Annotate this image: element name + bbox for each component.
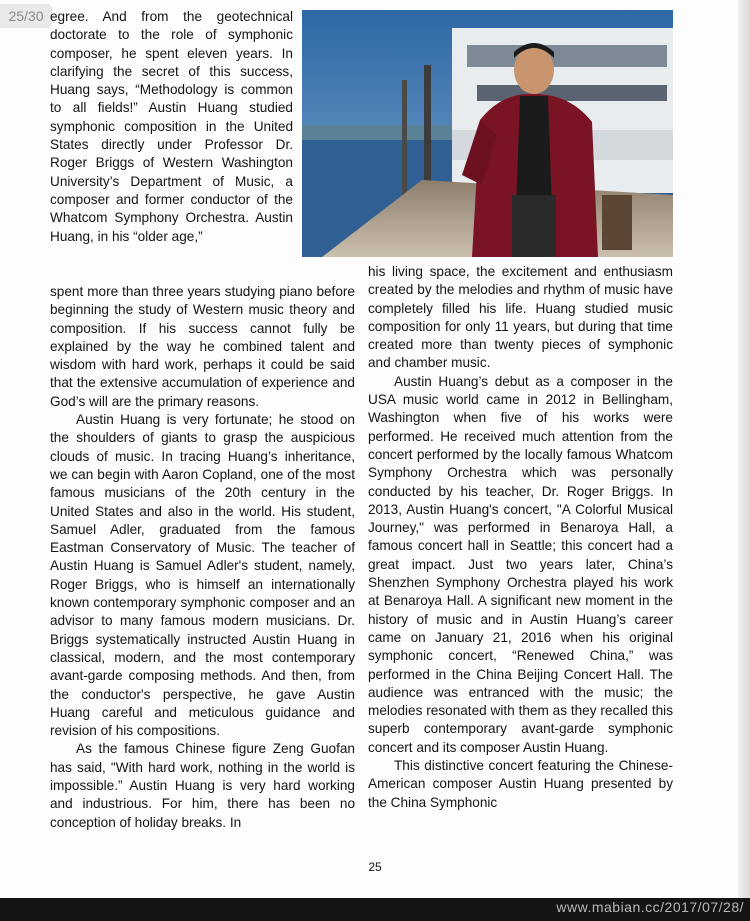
right-column: [368, 263, 673, 812]
paragraph: spent more than three years studying piano before beginning the study of Western music theory and composition. If his success cannot fully be explained by the way he combined talent and wisdom with hard work, perhaps it could be said that the extensive accumulation of experience and God’s will are the primary reasons.: [50, 284, 355, 409]
left-column-top: [50, 8, 293, 246]
paragraph: This distinctive concert featuring the Chinese-American composer Austin Huang presented by the China Symphonic: [368, 758, 673, 810]
page-number: 25: [368, 860, 382, 874]
portrait-photo: [302, 10, 673, 257]
page-edge: [738, 0, 750, 898]
paragraph: As the famous Chinese figure Zeng Guofan has said, "With hard work, nothing in the world is impossible.” Austin Huang is very hard working and industrious. For him, there has been no conception of holiday breaks. In: [50, 741, 355, 830]
paragraph: egree. And from the geotechnical doctorate to the role of symphonic composer, he spent eleven years. In clarifying the secret of this success, Huang says, “Methodology is common to all fields!” Austin Huang studied symphonic composition in the United States directly under Professor Dr. Roger Briggs of Western Washington University’s Department of Music, a composer and former conductor of the Whatcom Symphony Orchestra. Austin Huang, in his “older age,”: [50, 9, 293, 244]
watermark-url: www.mabian.cc/2017/07/28/: [556, 899, 744, 915]
photo-illustration-icon: [302, 10, 673, 257]
page-indicator-badge: 25/30: [0, 4, 52, 28]
paragraph: Austin Huang is very fortunate; he stood on the shoulders of giants to grasp the auspicious clouds of music. In tracing Huang’s inheritance, we can begin with Aaron Copland, one of the most famous musicians of the 20th century in the United States and also in the world. His student, Samuel Adler, graduated from the famous Eastman Conservatory of Music. The teacher of Austin Huang is Samuel Adler's student, namely, Roger Briggs, who is himself an internationally known contemporary symphonic composer and an advisor to many famous modern musicians. Dr. Briggs systematically instructed Austin Huang in classical, modern, and the most contemporary avant-garde composing methods. And then, from the conductor's perspective, he gave Austin Huang careful and meticulous guidance and revision of his compositions.: [50, 412, 355, 739]
left-column: [50, 283, 355, 832]
paragraph: his living space, the excitement and enthusiasm created by the melodies and rhythm of music have completely filled his life. Huang studied music composition for only 11 years, but during that time created more than twenty pieces of symphonic and chamber music.: [368, 264, 673, 371]
paragraph: Austin Huang’s debut as a composer in the USA music world came in 2012 in Bellingham, Washington when five of his works were performed. He received much attention from the concert performed by the locally famous Whatcom Symphony Orchestra which was personally conducted by his teacher, Dr. Roger Briggs. In 2013, Austin Huang's concert, "A Colorful Musical Journey," was performed in Benaroya Hall, a famous concert hall in Seattle; this concert had a great impact. Just two years later, China’s Shenzhen Symphony Orchestra played his work at Benaroya Hall. A significant new moment in the history of music and in Austin Huang’s career came on January 21, 2016 when his original symphonic concert, “Renewed China,” was performed in the China Beijing Concert Hall. The audience was entranced with the music; the melodies resonated with them as they recalled this superb contemporary avant-garde symphonic concert and its composer Austin Huang.: [368, 373, 673, 755]
